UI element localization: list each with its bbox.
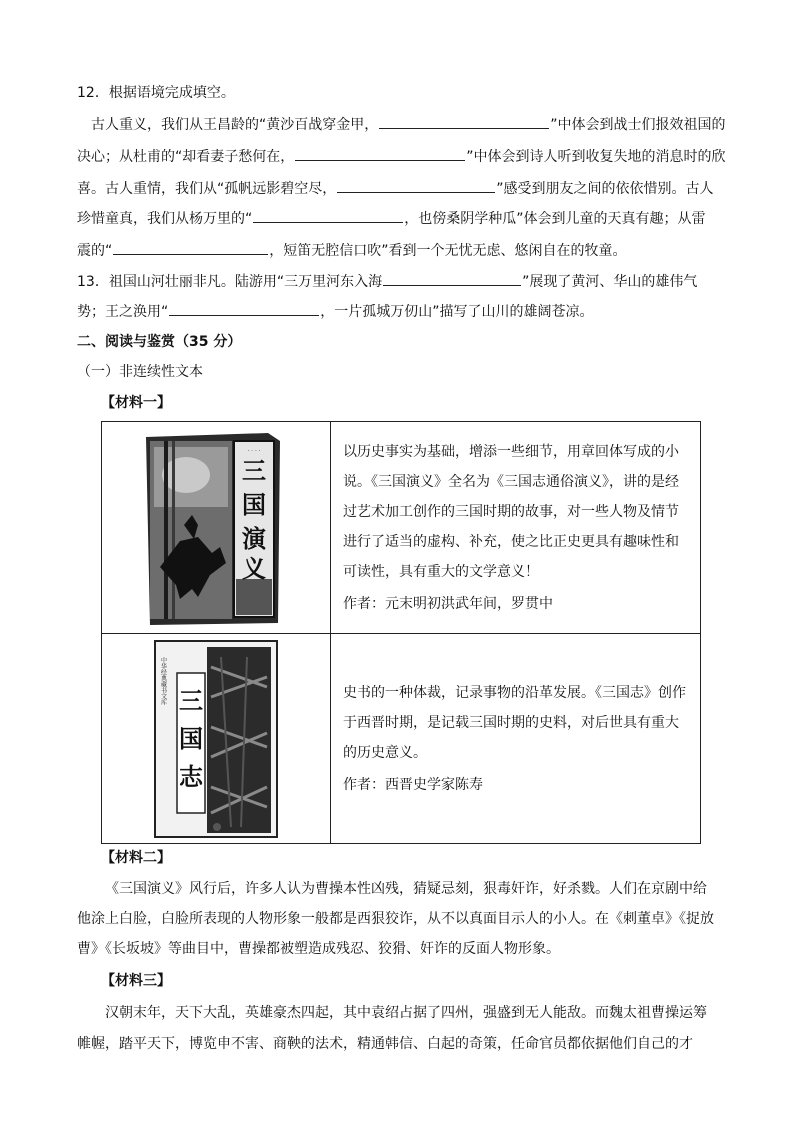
svg-text:志: 志 (179, 762, 203, 791)
book2-cover-image (151, 637, 281, 841)
q12-line-3 (77, 177, 714, 199)
book1-description-cell (331, 422, 701, 634)
book1-cover-image (140, 429, 292, 627)
material2-line-2: 他涂上白脸，白脸所表现的人物形象一般都是西狠狡诈，从不以真面目示人的小人。在《刺董卓》《捉放 (77, 911, 714, 927)
q12-text: 决心；从杜甫的“却看妻子愁何在， (77, 149, 295, 165)
svg-text:国: 国 (179, 724, 203, 753)
book2-series: 中华经典藏书文库 (159, 656, 167, 705)
q12-text: ，也傍桑阴学种瓜”体会到儿童的天真有趣；从雷 (404, 211, 706, 227)
q12-text: 震的“ (77, 243, 113, 259)
svg-text:· · · ·: · · · · (247, 447, 261, 455)
subsection-title: （一）非连续性文本 (77, 364, 203, 380)
q13-text: ”展现了黄河、华山的雄伟气 (522, 274, 698, 290)
material2-line-3: 曹》《长坂坡》等曲目中，曹操都被塑造成残忍、狡猾、奸诈的反面人物形象。 (77, 941, 560, 957)
material1-table (101, 421, 701, 844)
svg-text:演: 演 (242, 524, 266, 553)
material3-line-2: 帷幄，踏平天下，博览申不害、商鞅的法术，精通韩信、白起的奇策，任命官员都依据他们自己的才 (77, 1036, 693, 1052)
book2-description: 史书的一种体裁，记录事物的沿革发展。《三国志》创作于西晋时期，是记载三国时期的史料，对后世具有重大的历史意义。 (343, 684, 686, 761)
material3-label: 【材料三】 (101, 973, 171, 989)
book1-description: 以历史事实为基础，增添一些细节，用章回体写成的小说。《三国演义》全名为《三国志通俗演义》，讲的是经过艺术加工创作的三国时期的故事，对一些人物及情节进行了适当的虚构、补充，使之比正史更具有趣味性和可读性，具有重大的文学意义！ (343, 443, 679, 580)
section-title: 二、阅读与鉴赏（35 分） (77, 334, 242, 350)
answer-blank-5[interactable] (113, 239, 268, 255)
q12-line-5 (77, 239, 627, 261)
q12-line-4 (77, 207, 706, 229)
book1-author: 作者：元末明初洪武年间，罗贯中 (343, 595, 553, 612)
q13-line-1 (77, 270, 697, 292)
q12-text: ”感受到朋友之间的依依惜别。古人 (496, 181, 714, 197)
q12-text: 喜。古人重情，我们从“孤帆远影碧空尽， (77, 181, 337, 197)
material1-label: 【材料一】 (101, 395, 171, 411)
book1-cover-cell (102, 422, 331, 634)
q12-text: 古人重义，我们从王昌龄的“黄沙百战穿金甲， (91, 117, 379, 133)
q12-heading: 12．根据语境完成填空。 (77, 85, 235, 101)
q13-text: ，一片孤城万仞山”描写了山川的雄阔苍凉。 (320, 304, 594, 320)
q12-text: 珍惜童真，我们从杨万里的“ (77, 211, 253, 227)
book2-description-cell (331, 634, 701, 844)
answer-blank-1[interactable] (379, 113, 549, 129)
table-row (102, 422, 701, 634)
svg-text:义: 义 (242, 554, 266, 583)
q12-text: ”中体会到诗人听到收复失地的消息时的欣 (466, 149, 726, 165)
book2-author: 作者：西晋史学家陈寿 (343, 776, 483, 793)
q13-text: 势；王之涣用“ (77, 304, 169, 320)
answer-blank-2[interactable] (295, 145, 465, 161)
svg-text:国: 国 (242, 490, 266, 519)
material3-line-1: 汉朝末年，天下大乱，英雄豪杰四起，其中袁绍占据了四州，强盛到无人能敌。而魏太祖曹操运筹 (105, 1005, 707, 1021)
material2-label: 【材料二】 (101, 850, 171, 866)
book1-cover-title: 三 (242, 456, 266, 485)
book2-cover-title: 三 (179, 686, 203, 715)
q12-text: ”中体会到战士们报效祖国的 (550, 117, 726, 133)
q12-line-2 (77, 145, 726, 167)
material2-line-1: 《三国演义》风行后，许多人认为曹操本性凶残，猜疑忌刻，狠毒奸诈，好杀戮。人们在京剧中给 (105, 881, 707, 897)
answer-blank-7[interactable] (169, 300, 319, 316)
table-row (102, 634, 701, 844)
q13-text: 13．祖国山河壮丽非凡。陆游用“三万里河东入海 (77, 274, 383, 290)
answer-blank-3[interactable] (337, 177, 495, 193)
q13-line-2 (77, 300, 594, 322)
answer-blank-6[interactable] (383, 270, 521, 286)
q12-text: ，短笛无腔信口吹”看到一个无忧无虑、悠闲自在的牧童。 (269, 243, 627, 259)
book2-cover-cell (102, 634, 331, 844)
answer-blank-4[interactable] (253, 207, 403, 223)
q12-line-1 (91, 113, 726, 135)
